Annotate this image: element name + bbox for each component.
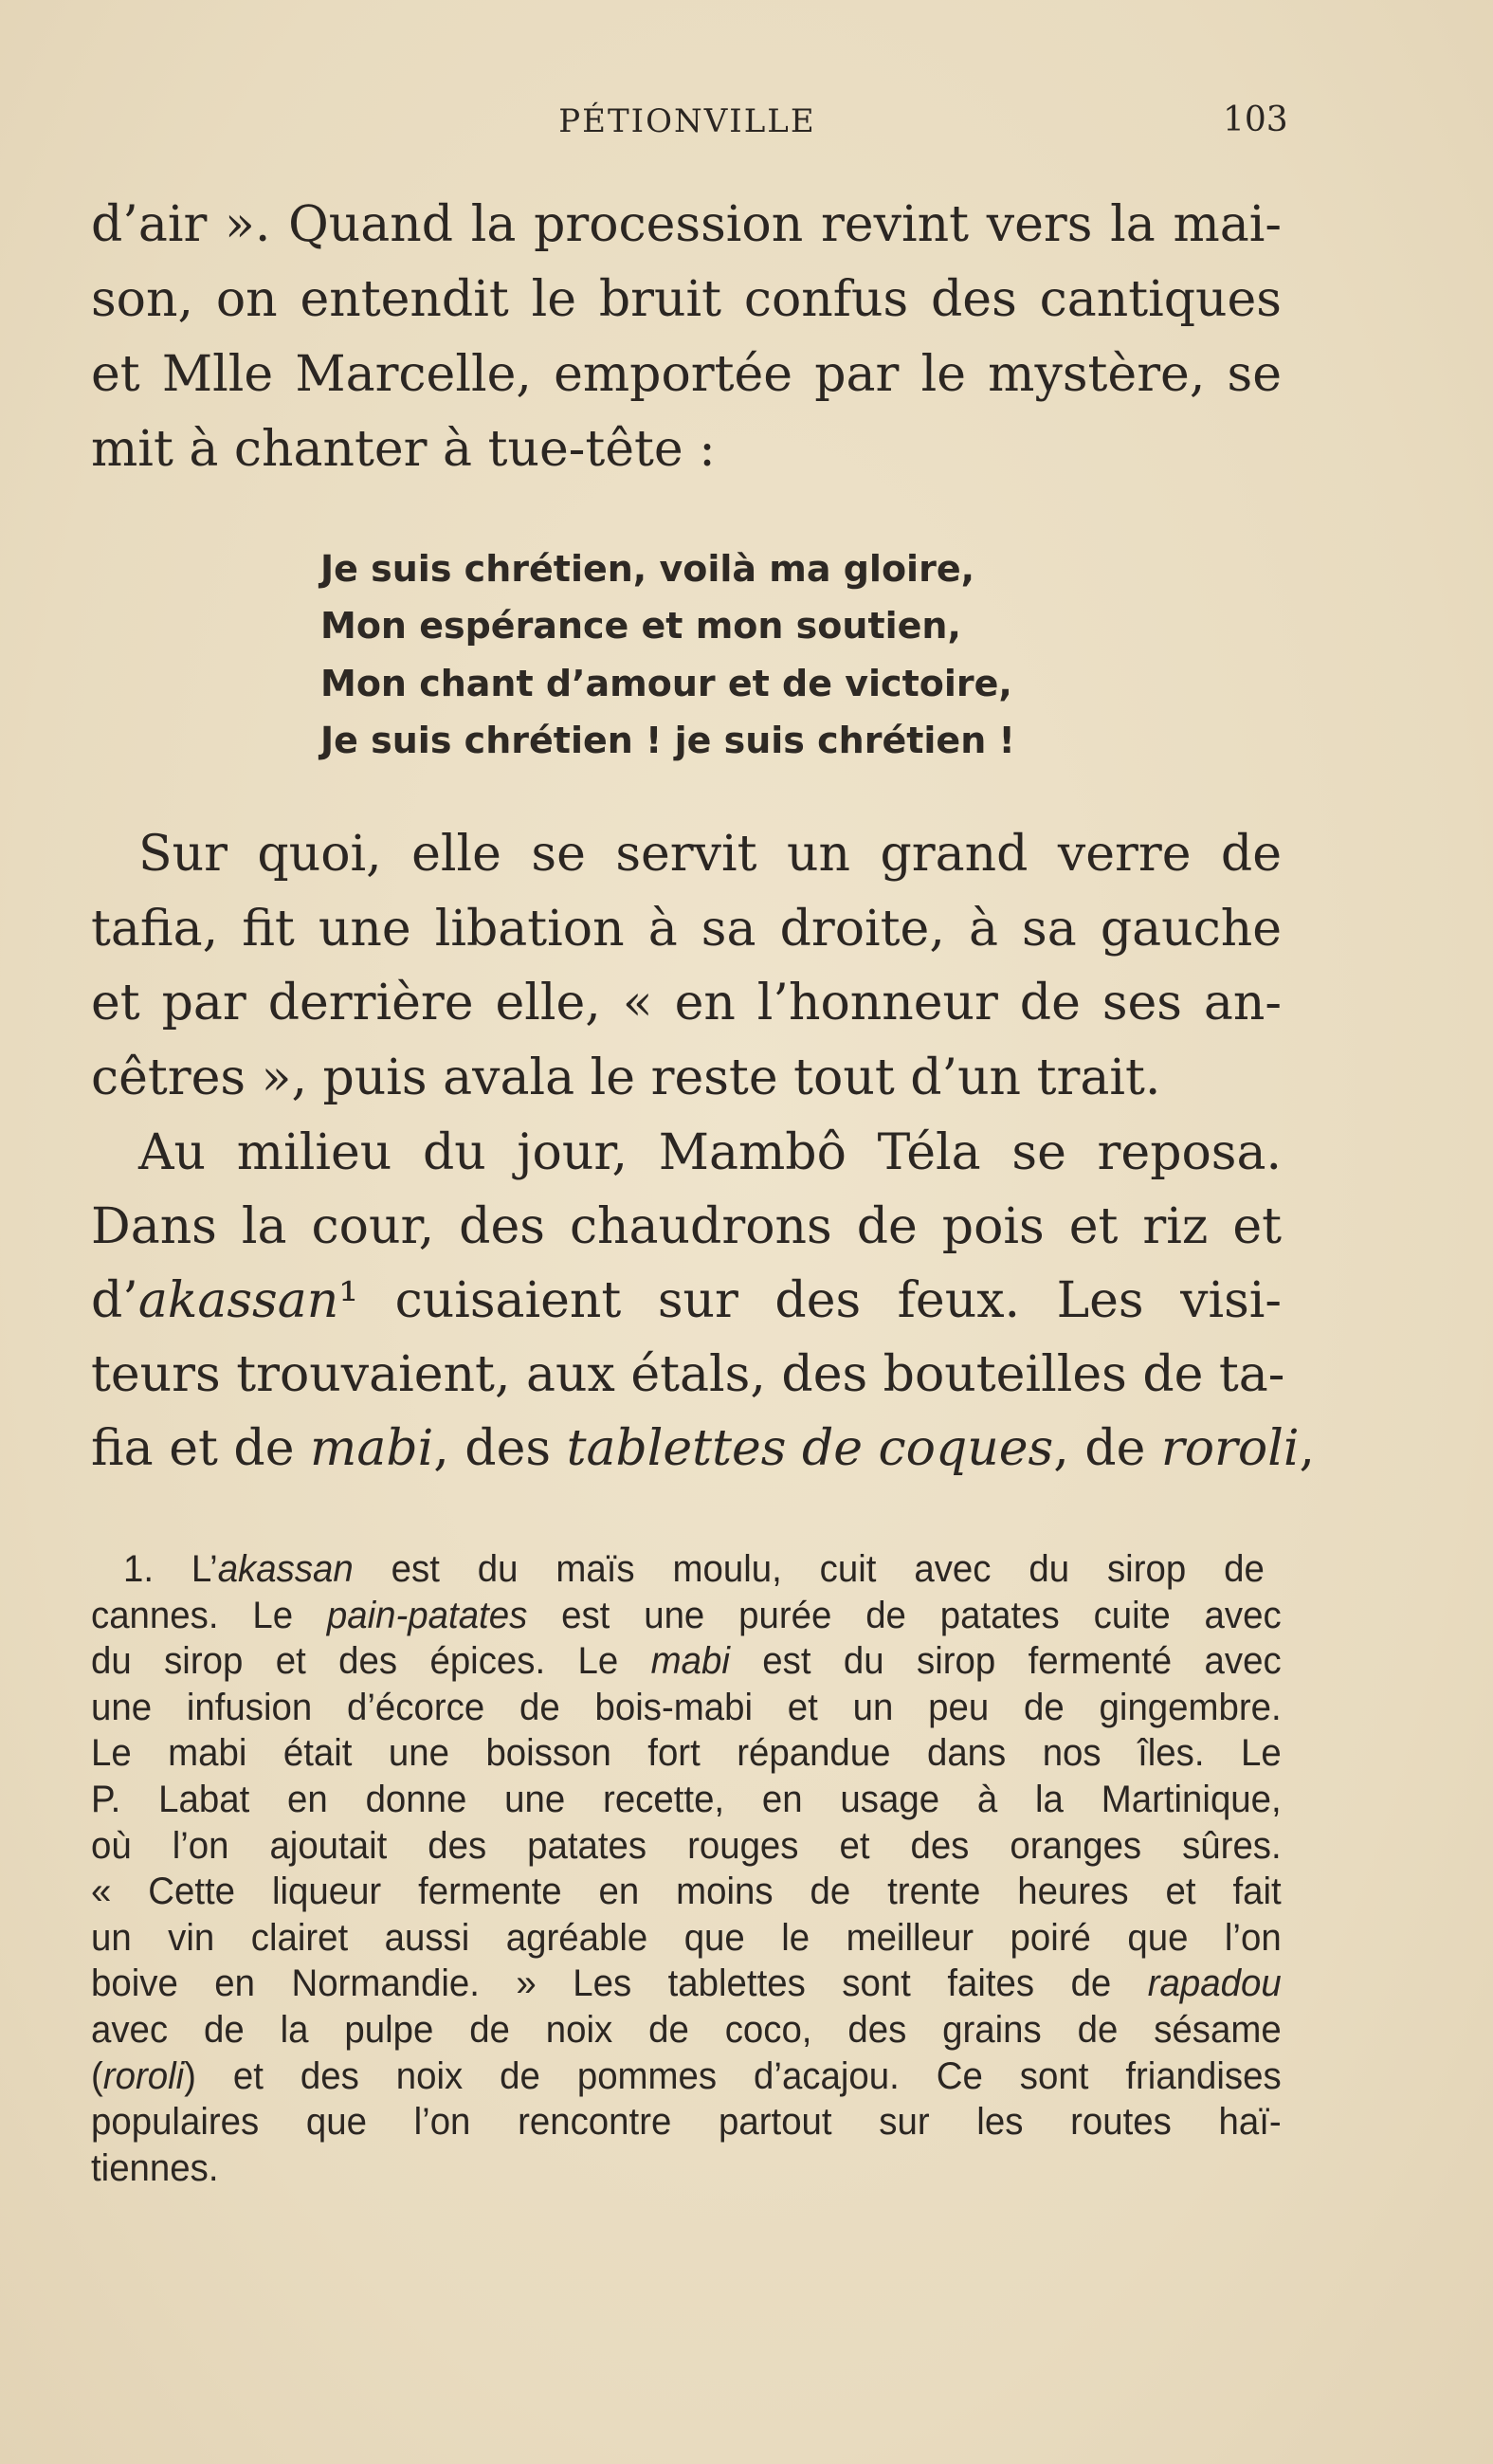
text-run: cannes. Le	[91, 1594, 327, 1636]
text-run: mit à chanter à tue-tête :	[91, 421, 716, 478]
italic-text: mabi	[650, 1640, 730, 1683]
text-run: P. Labat en donne une recette, en usage à la Martinique,	[91, 1779, 1282, 1820]
paragraph2-line	[91, 1045, 1282, 1111]
text-run: d’	[91, 1272, 138, 1329]
text-run: d’air ». Quand la procession revint vers la mai-	[91, 196, 1282, 253]
text-run: cêtres », puis avala le reste tout d’un trait.	[91, 1049, 1161, 1106]
footnote-line	[91, 1962, 1282, 2005]
text-run: un vin clairet aussi agréable que le meilleur poiré que l’on	[91, 1916, 1282, 1959]
text-run: (	[91, 2054, 103, 2097]
text-run: avec de la pulpe de noix de coco, des grains de sésame	[91, 2009, 1282, 2051]
paragraph3-line	[91, 1268, 1282, 1334]
paragraph3-line	[91, 1415, 1316, 1482]
paragraph1-line	[91, 192, 1282, 258]
text-run: boive en Normandie. » Les tablettes sont faites de	[91, 1962, 1148, 2005]
text-run: teurs trouvaient, aux étals, des bouteilles de ta-	[91, 1346, 1285, 1403]
text-run: 1. L’	[123, 1548, 218, 1590]
text-run: où l’on ajoutait des patates rouges et des oranges sûres.	[91, 1824, 1282, 1867]
paragraph3-line	[91, 1194, 1282, 1260]
text-run: fia et de	[91, 1420, 311, 1477]
verse-line: Je suis chrétien ! je suis chrétien !	[320, 720, 1015, 761]
paragraph1-line	[91, 416, 1282, 483]
footnote-line	[91, 1731, 1282, 1775]
text-run: « Cette liqueur fermente en moins de trente heures et fait	[91, 1871, 1282, 1913]
text-run: du sirop et des épices. Le	[91, 1640, 651, 1683]
text-run: est du sirop fermenté avec	[729, 1640, 1282, 1683]
paragraph2-line	[138, 821, 1282, 887]
text-run: tiennes.	[91, 2146, 219, 2189]
paragraph3-line	[138, 1120, 1282, 1186]
text-run: populaires que l’on rencontre partout sur les routes haï-	[91, 2101, 1282, 2144]
text-run: ) et des noix de pommes d’acajou. Ce sont friandises	[184, 2054, 1282, 2097]
page-number: 103	[1223, 100, 1288, 139]
italic-text: tablettes de coques	[566, 1420, 1054, 1477]
text-run: ,	[1299, 1420, 1316, 1477]
paragraph1-line	[91, 266, 1282, 333]
footnote-line	[91, 2054, 1282, 2098]
italic-text: pain-patates	[326, 1594, 528, 1636]
text-run: Dans la cour, des chaudrons de pois et riz et	[91, 1198, 1282, 1255]
text-run: ¹ cuisaient sur des feux. Les visi-	[338, 1272, 1282, 1329]
paragraph1-line	[91, 341, 1282, 408]
text-run: une infusion d’écorce de bois-mabi et un peu de gingembre.	[91, 1686, 1282, 1728]
text-run: et Mlle Marcelle, emportée par le mystère, se	[91, 346, 1282, 403]
text-run: Sur quoi, elle se servit un grand verre de	[138, 826, 1282, 883]
italic-text: rapadou	[1147, 1962, 1282, 2005]
paragraph2-line	[91, 896, 1282, 962]
footnote-line	[91, 1870, 1282, 1913]
running-header: PÉTIONVILLE	[558, 102, 816, 140]
text-run: Le mabi était une boisson fort répandue dans nos îles. Le	[91, 1732, 1282, 1775]
text-run: son, on entendit le bruit confus des cantiques	[91, 271, 1282, 328]
footnote-line	[91, 2008, 1282, 2052]
italic-text: roroli	[102, 2054, 185, 2097]
footnote-line	[91, 1686, 1282, 1729]
text-run: est du maïs moulu, cuit avec du sirop de	[353, 1548, 1265, 1590]
footnote-line	[91, 1824, 1282, 1868]
paragraph2-line	[91, 970, 1282, 1036]
footnote-line	[91, 1916, 1282, 1960]
footnote-line	[91, 1778, 1282, 1821]
paragraph3-line	[91, 1342, 1285, 1408]
text-run: , de	[1053, 1420, 1161, 1477]
text-run: est une purée de patates cuite avec	[527, 1594, 1282, 1636]
footnote-line	[91, 2100, 1282, 2144]
italic-text: roroli	[1160, 1420, 1300, 1477]
text-run: Au milieu du jour, Mambô Téla se reposa.	[138, 1124, 1282, 1181]
italic-text: mabi	[310, 1420, 434, 1477]
footnote-line	[123, 1547, 1265, 1591]
text-run: tafia, fit une libation à sa droite, à sa gauche	[91, 900, 1282, 958]
text-run: , des	[433, 1420, 567, 1477]
footnote-line	[91, 1594, 1282, 1637]
verse-line: Mon espérance et mon soutien,	[320, 605, 961, 647]
italic-text: akassan	[217, 1548, 354, 1590]
italic-text: akassan	[137, 1272, 339, 1329]
text-run: et par derrière elle, « en l’honneur de ses an-	[91, 975, 1282, 1031]
footnote-line	[91, 1639, 1282, 1683]
verse-line: Je suis chrétien, voilà ma gloire,	[320, 548, 975, 590]
footnote-line	[91, 2146, 1282, 2190]
verse-line: Mon chant d’amour et de victoire,	[320, 663, 1012, 704]
